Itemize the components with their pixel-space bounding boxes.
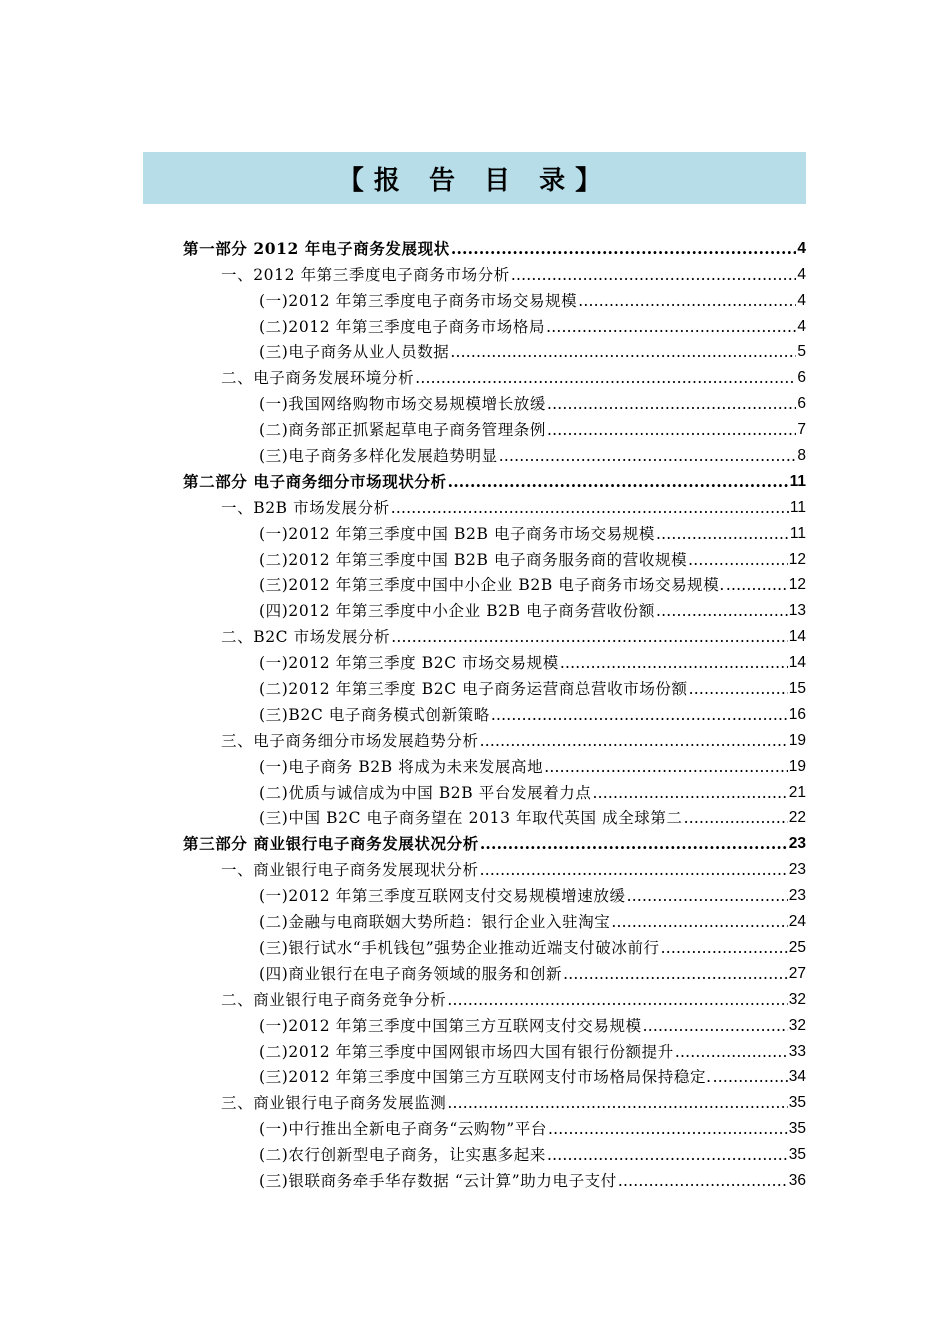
toc-page-number: 35 [788,1120,806,1138]
toc-entry-level3[interactable] [183,931,806,957]
toc-page-number: 13 [788,602,806,620]
toc-entry-level2[interactable] [183,1086,806,1112]
toc-entry-level3[interactable] [183,672,806,698]
toc-entry-level3[interactable] [183,1112,806,1138]
toc-page-number: 8 [797,447,806,465]
dot-leader [451,240,797,258]
toc-page-number: 12 [788,576,806,594]
dot-leader [491,706,788,724]
toc-page-number: 23 [788,887,806,905]
toc-entry-level3[interactable] [183,439,806,465]
toc-entry-level1[interactable] [183,465,806,491]
toc-entry-label: (一)2012 年第三季度中国 B2B 电子商务市场交易规模 [259,524,655,543]
toc-entry-label: (一)2012 年第三季度电子商务市场交易规模 [259,291,578,310]
table-of-contents [183,232,806,1190]
dot-leader [415,369,796,387]
toc-page-number: 33 [788,1042,806,1060]
toc-entry-label: (一)2012 年第三季度互联网支付交易规模增速放缓 [259,887,626,906]
dot-leader [391,628,788,646]
toc-entry-label: (三)2012 年第三季度中国中小企业 B2B 电子商务市场交易规模. [259,576,725,595]
dot-leader [563,965,788,983]
toc-page-number: 22 [788,809,806,827]
toc-entry-level3[interactable] [183,1138,806,1164]
toc-page-number: 32 [788,990,806,1008]
toc-page-number: 11 [789,498,806,516]
dot-leader [726,576,788,594]
header-band [143,152,806,204]
toc-entry-level3[interactable] [183,1009,806,1035]
toc-entry-level3[interactable] [183,413,806,439]
toc-entry-label: (三)B2C 电子商务模式创新策略 [259,705,490,724]
toc-entry-label: 第三部分 商业银行电子商务发展状况分析 [183,834,479,854]
toc-entry-label: 二、B2C 市场发展分析 [221,628,391,647]
dot-leader [675,1043,788,1061]
toc-page-number: 4 [797,239,806,257]
toc-page-number: 6 [797,369,806,387]
toc-page-number: 27 [788,964,806,982]
toc-page-number: 34 [788,1068,806,1086]
toc-entry-level2[interactable] [183,724,806,750]
dot-leader [547,1146,788,1164]
toc-entry-level3[interactable] [183,517,806,543]
toc-page-number: 6 [797,395,806,413]
dot-leader [643,1017,788,1035]
toc-entry-level3[interactable] [183,336,806,362]
toc-page-number: 12 [788,550,806,568]
toc-entry-level3[interactable] [183,1035,806,1061]
toc-entry-level3[interactable] [183,698,806,724]
toc-entry-level3[interactable] [183,802,806,828]
dot-leader [447,991,787,1009]
dot-leader [688,551,788,569]
dot-leader [713,1068,788,1086]
dot-leader [391,499,789,517]
toc-entry-level3[interactable] [183,1061,806,1087]
toc-entry-level2[interactable] [183,983,806,1009]
toc-entry-label: (一)我国网络购物市场交易规模增长放缓 [259,395,546,414]
toc-entry-level2[interactable] [183,361,806,387]
toc-page-number: 35 [788,1094,806,1112]
toc-page-number: 21 [788,783,806,801]
toc-page-number: 24 [788,913,806,931]
toc-entry-label: (二)商务部正抓紧起草电子商务管理条例 [259,421,546,440]
toc-entry-label: (二)优质与诚信成为中国 B2B 平台发展着力点 [259,783,592,802]
dot-leader [544,758,788,776]
dot-leader [578,292,796,310]
toc-entry-level3[interactable] [183,387,806,413]
toc-entry-label: (二)金融与电商联姻大势所趋：银行企业入驻淘宝 [259,913,611,932]
toc-page-number: 32 [788,1016,806,1034]
toc-entry-level3[interactable] [183,569,806,595]
toc-entry-label: (三)银联商务牵手华存数据 “云计算”助力电子支付 [259,1171,617,1190]
toc-entry-label: (一)2012 年第三季度 B2C 市场交易规模 [259,654,559,673]
toc-entry-label: 三、电子商务细分市场发展趋势分析 [221,731,479,750]
toc-page-number: 25 [788,938,806,956]
dot-leader [511,266,797,284]
dot-leader [447,1094,787,1112]
toc-page-number: 36 [788,1171,806,1189]
toc-entry-level1[interactable] [183,827,806,853]
toc-entry-label: (一)电子商务 B2B 将成为未来发展高地 [259,757,544,776]
toc-page-number: 14 [788,654,806,672]
toc-entry-level3[interactable] [183,957,806,983]
toc-entry-label: 一、商业银行电子商务发展现状分析 [221,861,479,880]
toc-entry-label: (一)2012 年第三季度中国第三方互联网支付交易规模 [259,1016,642,1035]
dot-leader [689,680,788,698]
toc-entry-label: 二、商业银行电子商务竞争分析 [221,990,447,1009]
dot-leader [546,318,796,336]
toc-page-number: 35 [788,1146,806,1164]
dot-leader [480,835,788,853]
dot-leader [548,1120,788,1138]
toc-entry-level3[interactable] [183,646,806,672]
toc-entry-label: 三、商业银行电子商务发展监测 [221,1094,447,1113]
dot-leader [547,421,796,439]
toc-entry-label: (二)2012 年第三季度中国网银市场四大国有银行份额提升 [259,1042,674,1061]
toc-entry-label: (三)2012 年第三季度中国第三方互联网支付市场格局保持稳定. [259,1068,712,1087]
dot-leader [656,525,789,543]
dot-leader [480,861,788,879]
toc-entry-label: (三)银行试水“手机钱包”强势企业推动近端支付破冰前行 [259,938,660,957]
toc-page-number: 19 [788,731,806,749]
toc-entry-label: (四)2012 年第三季度中小企业 B2B 电子商务营收份额 [259,602,655,621]
toc-entry-label: 一、B2B 市场发展分析 [221,498,390,517]
dot-leader [611,913,787,931]
toc-entry-label: (二)2012 年第三季度 B2C 电子商务运营商总营收市场份额 [259,680,688,699]
toc-entry-label: 二、电子商务发展环境分析 [221,369,415,388]
toc-entry-label: (三)电子商务从业人员数据 [259,343,450,362]
toc-page-number: 5 [797,343,806,361]
toc-entry-level3[interactable] [183,905,806,931]
toc-entry-label: (二)2012 年第三季度中国 B2B 电子商务服务商的营收规模 [259,550,688,569]
toc-entry-level2[interactable] [183,491,806,517]
toc-entry-label: 第二部分 电子商务细分市场现状分析 [183,471,447,491]
dot-leader [593,784,788,802]
toc-entry-label: (二)2012 年第三季度电子商务市场格局 [259,317,546,336]
toc-page-number: 15 [788,680,806,698]
toc-entry-level2[interactable] [183,853,806,879]
toc-page-number: 7 [797,421,806,439]
toc-entry-label: (一)中行推出全新电子商务“云购物”平台 [259,1120,547,1139]
toc-entry-label: 一、2012 年第三季度电子商务市场分析 [221,265,510,284]
dot-leader [547,395,796,413]
toc-entry-level3[interactable] [183,543,806,569]
toc-page-number: 19 [788,757,806,775]
toc-entry-level3[interactable] [183,284,806,310]
toc-entry-level3[interactable] [183,879,806,905]
dot-leader [618,1172,788,1190]
dot-leader [684,809,788,827]
toc-page-number: 16 [788,705,806,723]
toc-entry-level3[interactable] [183,776,806,802]
toc-entry-level2[interactable] [183,620,806,646]
toc-page-number: 4 [797,291,806,309]
toc-entry-label: (四)商业银行在电子商务领域的服务和创新 [259,964,563,983]
toc-entry-level3[interactable] [183,1164,806,1190]
toc-page-number: 4 [797,317,806,335]
dot-leader [627,887,788,905]
toc-entry-level3[interactable] [183,594,806,620]
toc-entry-label: (三)中国 B2C 电子商务望在 2013 年取代英国 成全球第二 [259,809,683,828]
dot-leader [450,343,796,361]
toc-page-number: 23 [788,861,806,879]
toc-entry-label: (三)电子商务多样化发展趋势明显 [259,447,498,466]
toc-entry-level3[interactable] [183,310,806,336]
toc-page-number: 11 [789,472,806,490]
toc-page-number: 23 [788,835,806,853]
toc-entry-level3[interactable] [183,750,806,776]
report-toc-title: 【报 告 目 录】 [337,165,612,196]
dot-leader [499,447,797,465]
toc-entry-label: (二)农行创新型电子商务，让实惠多起来 [259,1146,546,1165]
dot-leader [480,732,788,750]
toc-page-number: 11 [789,524,806,542]
toc-page-number: 4 [797,265,806,283]
dot-leader [661,939,788,957]
toc-entry-level2[interactable] [183,258,806,284]
dot-leader [448,473,789,491]
toc-page-number: 14 [788,628,806,646]
dot-leader [656,602,788,620]
toc-entry-label: 第一部分 2012 年电子商务发展现状 [183,238,450,258]
dot-leader [560,654,788,672]
toc-entry-level1[interactable] [183,232,806,258]
